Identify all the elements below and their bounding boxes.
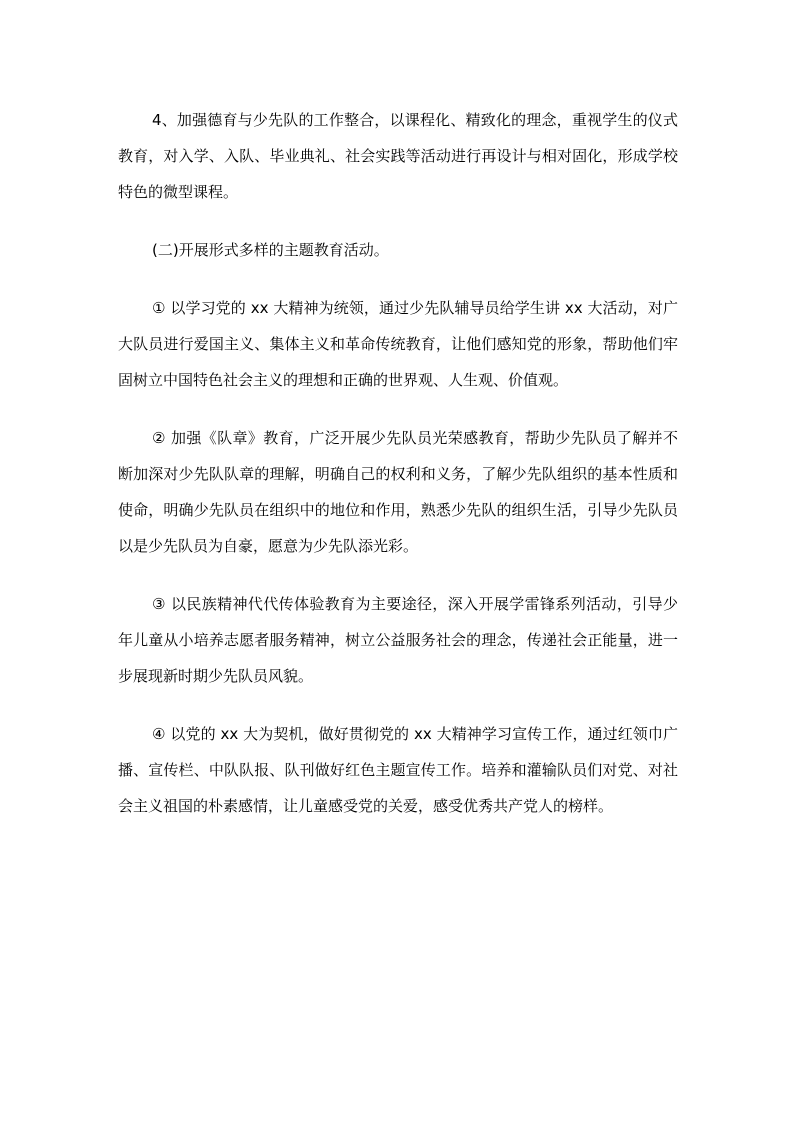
paragraph-moral-education-integration: 4、加强德育与少先队的工作整合，以课程化、精致化的理念，重视学生的仪式教育，对入学、入队、毕业典礼、社会实践等活动进行再设计与相对固化，形成学校特色的微型课程。	[118, 111, 678, 201]
document-body	[118, 102, 678, 846]
paragraph-item-3: ③ 以民族精神代代传体验教育为主要途径，深入开展学雷锋系列活动，引导少年儿童从小培养志愿者服务精神，树立公益服务社会的理念，传递社会正能量，进一步展现新时期少先队员风貌。	[118, 595, 678, 685]
paragraph-item-2: ② 加强《队章》教育，广泛开展少先队员光荣感教育，帮助少先队员了解并不断加深对少先队队章的理解，明确自己的权利和义务，了解少先队组织的基本性质和使命，明确少先队员在组织中的地位和作用，熟悉少先队的组织生活，引导少先队员以是少先队员为自豪，愿意为少先队添光彩。	[118, 429, 678, 555]
paragraph-item-4: ④ 以党的 xx 大为契机，做好贯彻党的 xx 大精神学习宣传工作，通过红领巾广播、宣传栏、中队队报、队刊做好红色主题宣传工作。培养和灌输队员们对党、对社会主义祖国的朴素感情，让儿童感受党的关爱，感受优秀共产党人的榜样。	[118, 725, 678, 815]
section-heading-theme-activities: (二)开展形式多样的主题教育活动。	[152, 241, 389, 259]
paragraph-item-1: ① 以学习党的 xx 大精神为统领，通过少先队辅导员给学生讲 xx 大活动，对广大队员进行爱国主义、集体主义和革命传统教育，让他们感知党的形象，帮助他们牢固树立中国特色社会主义的理想和正确的世界观、人生观、价值观。	[118, 299, 678, 389]
